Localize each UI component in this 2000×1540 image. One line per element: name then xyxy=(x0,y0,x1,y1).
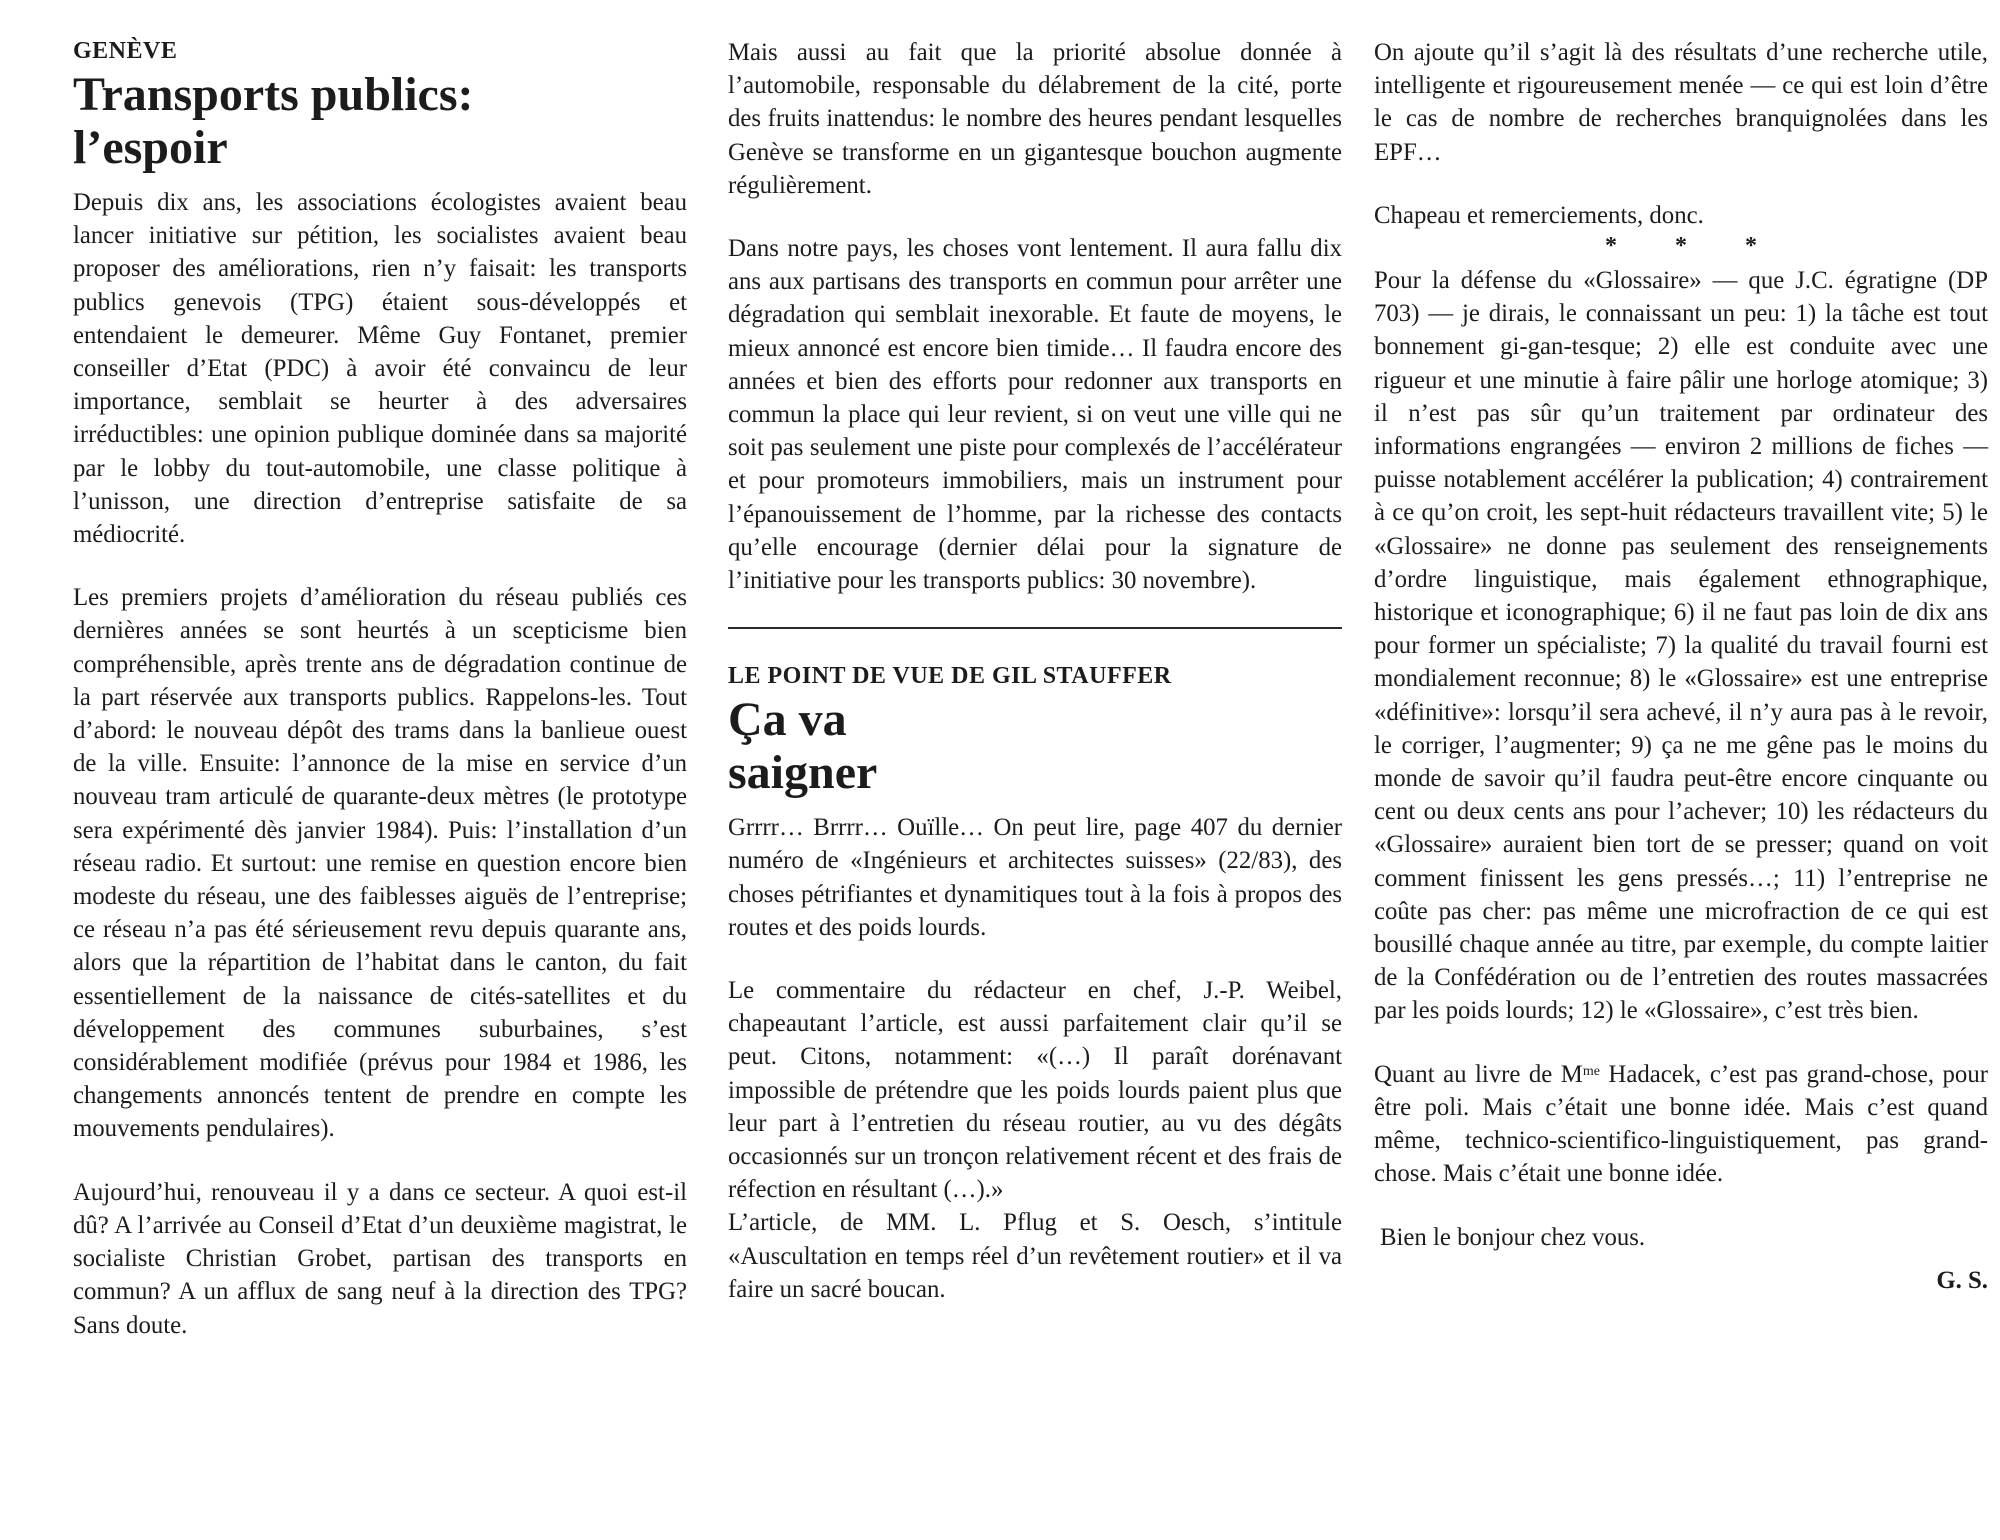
article2-paragraph-8: Bien le bonjour chez vous. xyxy=(1380,1223,1646,1251)
article2-paragraph-5: Chapeau et remerciements, donc. xyxy=(1374,201,1704,229)
article1-headline xyxy=(73,68,687,174)
p7-text-after: Hadacek, c’est pas grand-chose, pour être poli. Mais c’était une bonne idée. Mais c’est quand même, technico-scientifico-linguistiquement, pas grand-chose. Mais c’était une bonne idée. xyxy=(1374,1060,1988,1188)
article1-paragraph-4: Mais aussi au fait que la priorité absolue donnée à l’automobile, responsable du délabrement de la cité, porte des fruits inattendus: le nombre des heures pendant lesquelles Genève se transforme en un gigantesque bouchon augmente régulièrement. xyxy=(728,39,1342,199)
article2-headline-line2: saigner xyxy=(728,746,878,800)
section-divider xyxy=(728,627,1342,629)
article2-headline xyxy=(728,693,1342,799)
article1-paragraph-2: Les premiers projets d’amélioration du réseau publiés ces dernières années se sont heurtés à un scepticisme bien compréhensible, après trente ans de dégradation continue de la part réservée aux transports publics. Rappelons-les. Tout d’abord: le nouveau dépôt des trams dans la banlieue ouest de la ville. Ensuite: l’annonce de la mise en service d’un nouveau tram articulé de quarante-deux mètres (le prototype sera expérimenté dès janvier 1984). Puis: l’installation d’un réseau radio. Et surtout: une remise en question encore bien modeste du réseau, une des faiblesses aiguës de l’entreprise; ce réseau n’a pas été sérieusement revu depuis quarante ans, alors que la répartition de l’habitat dans le canton, du fait essentiellement de la naissance de cités-satellites et du développement des communes suburbaines, s’est considérablement modifiée (prévus pour 1984 et 1986, les changements annoncés tentent de prendre en compte les mouvements pendulaires). xyxy=(73,584,687,1143)
article1-kicker: GENÈVE xyxy=(73,38,178,64)
article1-paragraph-3: Aujourd’hui, renouveau il y a dans ce secteur. A quoi est-il dû? A l’arrivée au Conseil d’Etat d’un deuxième magistrat, le socialiste Christian Grobet, partisan des transports en commun? A un afflux de sang neuf à la direction des TPG? Sans doute. xyxy=(73,1178,687,1339)
article2-paragraph-3: L’article, de MM. L. Pflug et S. Oesch, s’intitule «Auscultation en temps réel d’un revêtement routier» et il va faire un sacré boucan. xyxy=(728,1209,1342,1303)
article2-paragraph-6: Pour la défense du «Glossaire» — que J.C. égratigne (DP 703) — je dirais, le connaissant un peu: 1) la tâche est tout bonnement gi-gan-tesque; 2) elle est conduite avec une rigueur et une minutie à faire pâlir une horloge atomique; 3) il n’est pas sûr qu’un traitement par ordinateur des informations engrangées — environ 2 millions de fiches — puisse notablement accélérer la publication; 4) contrairement à ce qu’on croit, les sept-huit rédacteurs travaillent vite; 5) le «Glossaire» ne donne pas seulement des renseignements d’ordre linguistique, mais également ethnographique, historique et iconographique; 6) il ne faut pas loin de dix ans pour former un spécialiste; 7) la qualité du travail fourni est mondialement reconnue; 8) le «Glossaire» est une entreprise «définitive»: lorsqu’il sera achevé, il n’y aura pas à le revoir, le corriger, l’augmenter; 9) ça ne me gêne pas le moins du monde de savoir qu’il faudra peut-être encore cinquante ou cent ou deux cents ans pour l’achever; 10) les rédacteurs du «Glossaire» auraient bien tort de se presser; quand on voit comment finissent les gens pressés…; 11) l’entreprise ne coûte pas cher: pas même une microfraction de ce qui est bousillé chaque année au titre, par exemple, du compte laitier de la Confédération ou de l’entretien des routes massacrées par les poids lourds; 12) le «Glossaire», c’est très bien. xyxy=(1374,267,1988,1025)
article2-paragraph-1: Grrrr… Brrrr… Ouïlle… On peut lire, page 407 du dernier numéro de «Ingénieurs et architectes suisses» (22/83), des choses pétrifiantes et dynamitiques tout à la fois à propos des routes et des poids lourds. xyxy=(728,814,1342,941)
article2-paragraph-2: Le commentaire du rédacteur en chef, J.-P. Weibel, chapeautant l’article, est aussi parfaitement clair qu’il se peut. Citons, notamment: «(…) Il paraît dorénavant impossible de prétendre que les poids lourds paient plus que leur part à l’entretien du réseau routier, au vu des dégâts occasionnés sur un tronçon relativement récent et des frais de réfection en résultant (…).» xyxy=(728,977,1342,1204)
author-signature: G. S. xyxy=(1936,1266,1988,1294)
article1-headline-line1: Transports publics: xyxy=(73,68,474,121)
column-1 xyxy=(73,36,687,1342)
section-stars-separator: * * * xyxy=(1605,233,1783,260)
column-2 xyxy=(728,36,1342,1306)
article2-paragraph-7 xyxy=(1374,1058,1988,1191)
p7-text-before: Quant au livre de M xyxy=(1374,1060,1583,1088)
article1-paragraph-5: Dans notre pays, les choses vont lentement. Il aura fallu dix ans aux partisans des transports en commun pour arrêter une dégradation qui semblait inexorable. Et faute de moyens, le mieux annoncé est encore bien timide… Il faudra encore des années et bien des efforts pour redonner aux transports en commun la place qui leur revient, si on veut une ville qui ne soit pas seulement une piste pour complexés de l’accélérateur et pour promoteurs immobiliers, mais un instrument pour l’épanouissement de l’homme, par la richesse des contacts qu’elle encourage (dernier délai pour la signature de l’initiative pour les transports publics: 30 novembre). xyxy=(728,235,1342,595)
p7-superscript: me xyxy=(1582,1063,1600,1079)
article2-headline-line1: Ça va xyxy=(728,693,847,747)
article2-paragraph-4: On ajoute qu’il s’agit là des résultats d’une recherche utile, intelligente et rigoureusement menée — ce qui est loin d’être le cas de nombre de recherches branquignolées dans les EPF… xyxy=(1374,39,1988,166)
article2-kicker: LE POINT DE VUE DE GIL STAUFFER xyxy=(728,663,1172,690)
article1-paragraph-1: Depuis dix ans, les associations écologistes avaient beau lancer initiative sur pétition, les socialistes avaient beau proposer des améliorations, rien n’y faisait: les transports publics genevois (TPG) étaient sous-développés et entendaient le demeurer. Même Guy Fontanet, premier conseiller d’Etat (PDC) à avoir été convaincu de leur importance, semblait se heurter à des adversaires irréductibles: une opinion publique dominée dans sa majorité par le lobby du tout-automobile, une classe politique à l’unisson, une direction d’entreprise satisfaite de sa médiocrité. xyxy=(73,189,687,549)
column-3 xyxy=(1374,36,1988,1297)
article1-headline-line2: l’espoir xyxy=(73,121,228,174)
